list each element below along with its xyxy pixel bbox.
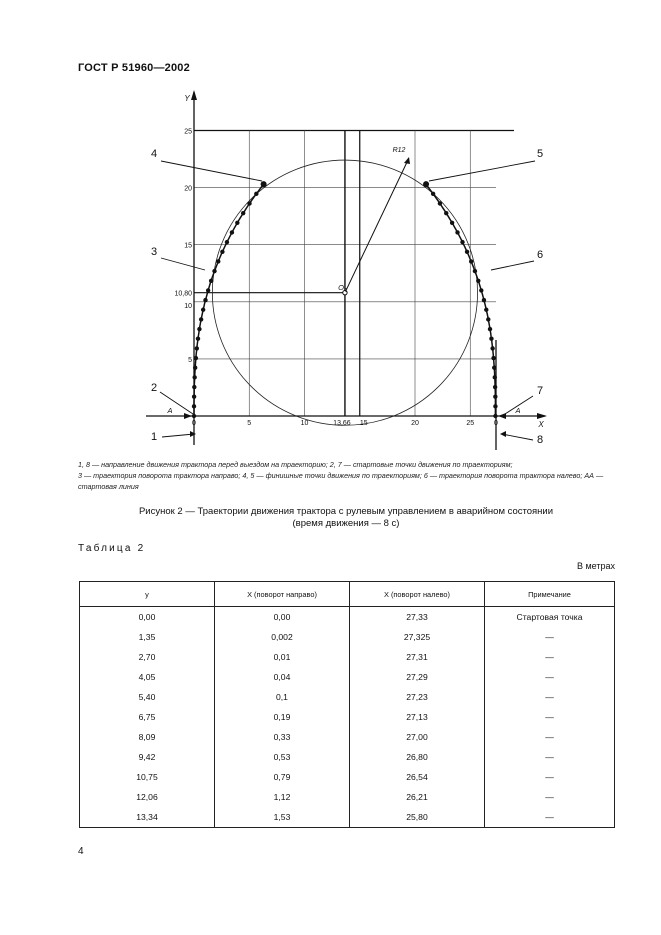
cell-y: 2,70 [80,647,215,667]
trajectory-point [469,259,473,263]
cell-x-right: 1,12 [215,787,350,807]
cell-y: 12,06 [80,787,215,807]
x-axis-label: X [538,420,544,429]
trajectory-point [489,337,493,341]
direction-arrow [500,431,506,437]
figure-caption-sub: (время движения — 8 с) [292,518,400,529]
cell-x-left: 25,80 [350,807,485,828]
trajectory-point [254,192,258,196]
cell-x-right: 0,00 [215,607,350,628]
radius-label: R12 [392,147,406,154]
trajectory-point [493,375,497,379]
callout-leader [491,261,534,270]
cell-x-right: 0,19 [215,707,350,727]
trajectory-point [192,394,196,398]
x-tick-label: 25 [466,420,475,427]
start-marker [184,413,192,419]
trajectory-point [209,279,213,283]
trajectory-point [493,414,497,418]
trajectory-point [493,394,497,398]
callout-leader [502,434,533,440]
trajectory-point [455,230,459,234]
trajectory-point [195,346,199,350]
trajectory-figure [0,0,661,460]
trajectory-point [482,298,486,302]
cell-x-left: 27,23 [350,687,485,707]
cell-x-right: 0,53 [215,747,350,767]
radius-arrow [404,157,410,164]
table-row [80,627,615,647]
cell-x-right: 0,33 [215,727,350,747]
legend-line-2: 3 — траектория поворота трактора направо; 4, 5 — финишные точки движения по траекториям; 6 — траектория поворота трактора налево; АА — стартовая линия [78,471,604,491]
x-tick-label: 5 [247,420,252,427]
cell-note: — [485,687,615,707]
cell-note: — [485,787,615,807]
x-tick-label: 15 [359,420,368,427]
center-label-subscript: 1 [344,288,348,294]
callout-label-8: 8 [536,434,544,446]
page-number: 4 [78,846,84,857]
trajectory-point [488,327,492,331]
trajectory-point [438,201,442,205]
trajectory-point [193,366,197,370]
trajectory-point [197,327,201,331]
trajectory-point [196,337,200,341]
table-row [80,707,615,727]
cell-note: — [485,627,615,647]
cell-note: — [485,767,615,787]
col-header-note: Примечание [485,582,615,607]
cell-y: 4,05 [80,667,215,687]
trajectory-point [450,221,454,225]
y-tick-label: 20 [184,185,192,193]
cell-note: — [485,667,615,687]
y-tick-label: 10,80 [174,290,192,298]
trajectory-point [216,259,220,263]
cell-x-left: 27,29 [350,667,485,687]
direction-arrow [190,431,196,437]
trajectory-point [492,366,496,370]
cell-note: — [485,647,615,667]
y-axis-arrow [191,90,197,100]
trajectory-point [460,240,464,244]
cell-x-right: 0,002 [215,627,350,647]
cell-note: — [485,727,615,747]
trajectory-point [486,317,490,321]
table-header-row [80,582,615,607]
radius-line [345,160,408,293]
cell-x-left: 27,13 [350,707,485,727]
trajectory-point [491,356,495,360]
callout-label-6: 6 [536,249,544,261]
x-tick-label: 13,66 [333,420,351,427]
trajectory-point [192,414,196,418]
table-title: Таблица 2 [78,543,146,554]
callout-label-4: 4 [150,148,158,160]
y-tick-label: 10 [184,302,192,310]
finish-point [423,181,429,187]
cell-y: 10,75 [80,767,215,787]
x-tick-label: 10 [300,420,309,427]
y-tick-label: 5 [188,356,192,364]
trajectory-point [199,317,203,321]
cell-y: 6,75 [80,707,215,727]
trajectory-point [235,221,239,225]
table-row [80,667,615,687]
figure-caption: Рисунок 2 — Траектории движения трактора с рулевым управлением в аварийном состоянии [138,506,554,517]
start-line-label-right: A [515,406,521,415]
y-tick-label: 25 [184,128,192,136]
trajectory-point [493,385,497,389]
callout-leader [161,161,262,181]
trajectory-point [192,385,196,389]
callout-label-5: 5 [536,148,544,160]
figure-legend [78,459,614,492]
table-row [80,607,615,628]
callout-label-7: 7 [536,385,544,397]
cell-x-left: 26,54 [350,767,485,787]
trajectory-point [241,211,245,215]
table-body [80,607,615,828]
cell-y: 1,35 [80,627,215,647]
table-row [80,807,615,828]
start-line-label-left: A [167,406,173,415]
trajectory-point [212,269,216,273]
table-row [80,747,615,767]
table-row [80,767,615,787]
callout-label-1: 1 [150,431,158,443]
cell-note: — [485,707,615,727]
cell-note: — [485,747,615,767]
trajectory-point [490,346,494,350]
x-axis-arrow [537,413,547,419]
cell-x-left: 26,80 [350,747,485,767]
trajectory-point [225,240,229,244]
trajectory-point [194,356,198,360]
trajectory-point [206,288,210,292]
trajectory-point [444,211,448,215]
start-marker [498,413,506,419]
figure-axes [146,90,547,450]
table-row [80,687,615,707]
col-header-x-right: X (поворот направо) [215,582,350,607]
trajectory-point [201,308,205,312]
y-tick-label: 15 [184,242,192,250]
trajectory-point [247,201,251,205]
trajectory-point [493,404,497,408]
trajectory-point [220,250,224,254]
y-axis-label: Y [184,94,190,103]
cell-x-right: 1,53 [215,807,350,828]
trajectory-point [465,250,469,254]
data-table [79,581,615,828]
cell-x-left: 26,21 [350,787,485,807]
table-row [80,647,615,667]
cell-x-right: 0,04 [215,667,350,687]
document-header: ГОСТ Р 51960—2002 [78,62,190,74]
callout-label-2: 2 [150,382,158,394]
trajectory-point [203,298,207,302]
trajectory-point [192,375,196,379]
cell-x-right: 0,1 [215,687,350,707]
callout-leader [161,258,205,270]
x-tick-label: 20 [411,420,419,427]
callout-label-3: 3 [150,246,158,258]
table-row [80,787,615,807]
trajectory-point [230,230,234,234]
cell-y: 0,00 [80,607,215,628]
cell-x-right: 0,01 [215,647,350,667]
finish-point [261,181,267,187]
callout-leader [162,434,194,437]
cell-note: — [485,807,615,828]
cell-x-right: 0,79 [215,767,350,787]
x-tick-label: 0 [494,420,498,427]
cell-y: 9,42 [80,747,215,767]
trajectory-point [479,288,483,292]
col-header-x-left: X (поворот налево) [350,582,485,607]
figure-labels [151,94,544,446]
trajectory-point [192,404,196,408]
callout-leader [429,161,535,181]
col-header-y: y [80,582,215,607]
cell-y: 13,34 [80,807,215,828]
cell-x-left: 27,31 [350,647,485,667]
cell-x-left: 27,00 [350,727,485,747]
callout-leader [160,392,193,414]
trajectory-point [476,279,480,283]
cell-y: 5,40 [80,687,215,707]
trajectory-point [484,308,488,312]
table-units: В метрах [576,561,615,571]
trajectory-point [431,192,435,196]
trajectory-point [473,269,477,273]
x-tick-label: 0 [192,420,196,427]
cell-note: Стартовая точка [485,607,615,628]
cell-y: 8,09 [80,727,215,747]
cell-x-left: 27,33 [350,607,485,628]
center-label: O [338,283,344,292]
table-row [80,727,615,747]
legend-line-1: 1, 8 — направление движения трактора перед выездом на траекторию; 2, 7 — стартовые точки движения по траекториям; [78,460,513,469]
cell-x-left: 27,325 [350,627,485,647]
